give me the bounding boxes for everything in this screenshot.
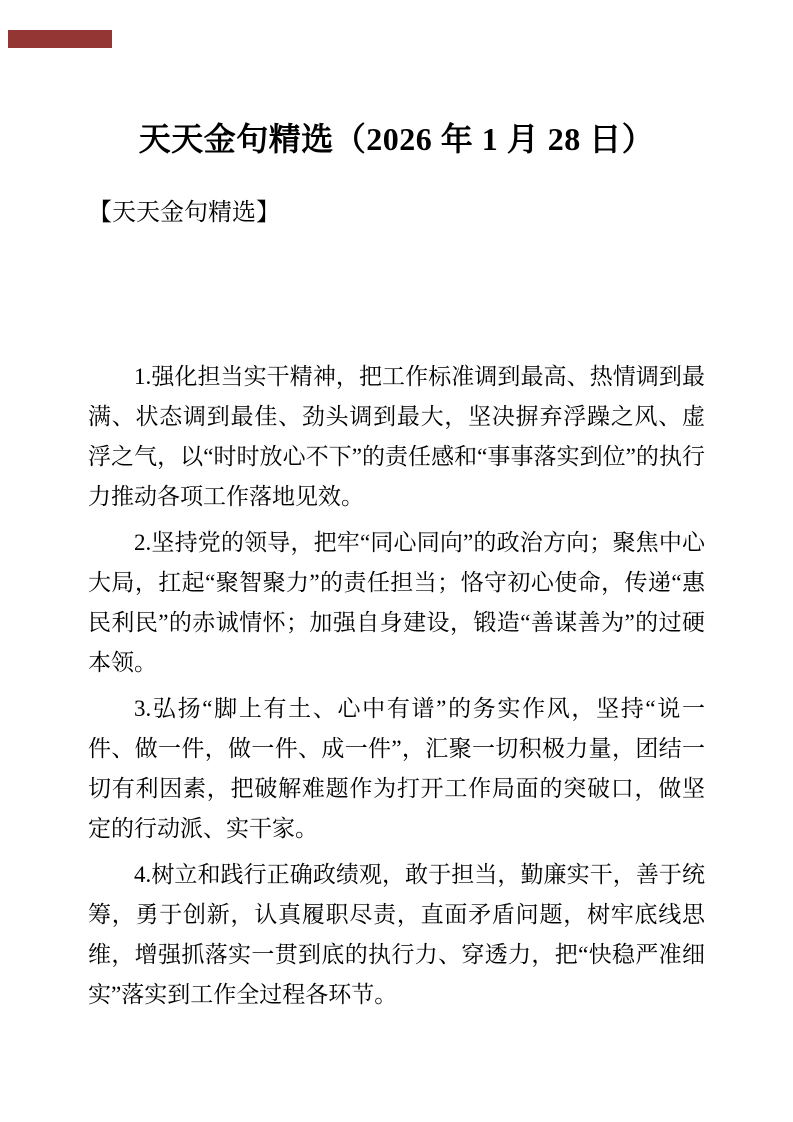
document-subtitle: 【天天金句精选】 bbox=[88, 200, 280, 226]
red-banner bbox=[8, 30, 112, 48]
body-paragraph: 3.弘扬“脚上有土、心中有谱”的务实作风，坚持“说一件、做一件，做一件、成一件”，汇聚一切积极力量，团结一切有利因素，把破解难题作为打开工作局面的突破口，做坚定的行动派、实干家。 bbox=[88, 696, 705, 841]
body-paragraph: 2.坚持党的领导，把牢“同心同向”的政治方向；聚焦中心大局，扛起“聚智聚力”的责任担当；恪守初心使命，传递“惠民利民”的赤诚情怀；加强自身建设，锻造“善谋善为”的过硬本领。 bbox=[88, 530, 705, 675]
document-title: 天天金句精选（2026 年 1 月 28 日） bbox=[138, 121, 655, 157]
body-paragraph: 1.强化担当实干精神，把工作标准调到最高、热情调到最满、状态调到最佳、劲头调到最大，坚决摒弃浮躁之风、虚浮之气，以“时时放心不下”的责任感和“事事落实到位”的执行力推动各项工作落地见效。 bbox=[88, 364, 705, 509]
document-body bbox=[88, 357, 705, 1015]
body-paragraph: 4.树立和践行正确政绩观，敢于担当，勤廉实干，善于统筹，勇于创新，认真履职尽责，直面矛盾问题，树牢底线思维，增强抓落实一贯到底的执行力、穿透力，把“快稳严准细实”落实到工作全过程各环节。 bbox=[88, 862, 705, 1007]
